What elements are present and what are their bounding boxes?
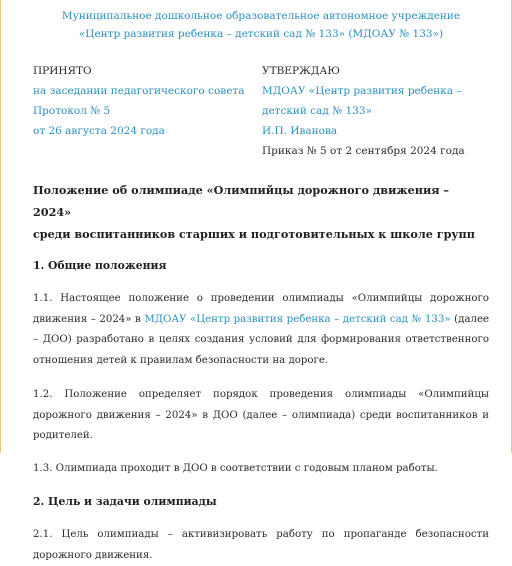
accepted-block: [33, 61, 262, 161]
document-title-line-2: среди воспитанников старших и подготовительных к школе групп: [33, 227, 475, 241]
approved-line-signatory: И.П. Иванова: [262, 125, 338, 137]
paragraph-1-1-org-name: МДОАУ «Центр развития ребенка – детский сад № 133»: [144, 313, 451, 325]
accepted-title: ПРИНЯТО: [33, 65, 92, 77]
section-1-heading: 1. Общие положения: [33, 259, 167, 272]
accepted-line-protocol: Протокол № 5: [33, 105, 111, 117]
section-2-heading: 2. Цель и задачи олимпиады: [33, 495, 217, 508]
accepted-line-date: от 26 августа 2024 года: [33, 125, 165, 137]
organization-header: [33, 0, 489, 43]
approved-title: УТВЕРЖДАЮ: [262, 65, 340, 77]
org-name-line-2: «Центр развития ребенка – детский сад № 133» (МДОАУ № 133»): [78, 28, 444, 40]
paragraph-1-1-text-b: (далее – ДОО) разработано в целях создания условий для формирования ответственного отношения детей к правилам безопасности на дороге.: [33, 313, 490, 366]
paragraph-1-2: 1.2. Положение определяет порядок проведения олимпиады «Олимпийцы дорожного движения – 2024» в ДОО (далее – олимпиада) среди воспитанников и родителей.: [33, 389, 489, 441]
paragraph-2-1: 2.1. Цель олимпиады – активизировать работу по пропаганде безопасности дорожного движения.: [33, 529, 489, 561]
org-name-line-1: Муниципальное дошкольное образовательное автономное учреждение: [61, 10, 461, 22]
paragraph-1-1: [33, 289, 489, 371]
approved-block: [262, 61, 489, 161]
document-title: [33, 179, 489, 245]
document-title-line-1: Положение об олимпиаде «Олимпийцы дорожного движения – 2024»: [33, 183, 450, 219]
approved-line-org-1: МДОАУ «Центр развития ребенка –: [262, 85, 462, 97]
approved-line-order: Приказ № 5 от 2 сентября 2024 года: [262, 145, 465, 157]
paragraph-1-1-text-a: 1.1. Настоящее положение о проведении олимпиады «Олимпийцы дорожного движения – 2024» в: [33, 293, 489, 325]
accepted-line-council: на заседании педагогического совета: [33, 85, 245, 97]
paragraph-1-3: 1.3. Олимпиада проходит в ДОО в соответствии с годовым планом работы.: [33, 462, 438, 474]
approval-block: [33, 61, 489, 161]
approved-line-org-2: детский сад № 133»: [262, 105, 372, 117]
